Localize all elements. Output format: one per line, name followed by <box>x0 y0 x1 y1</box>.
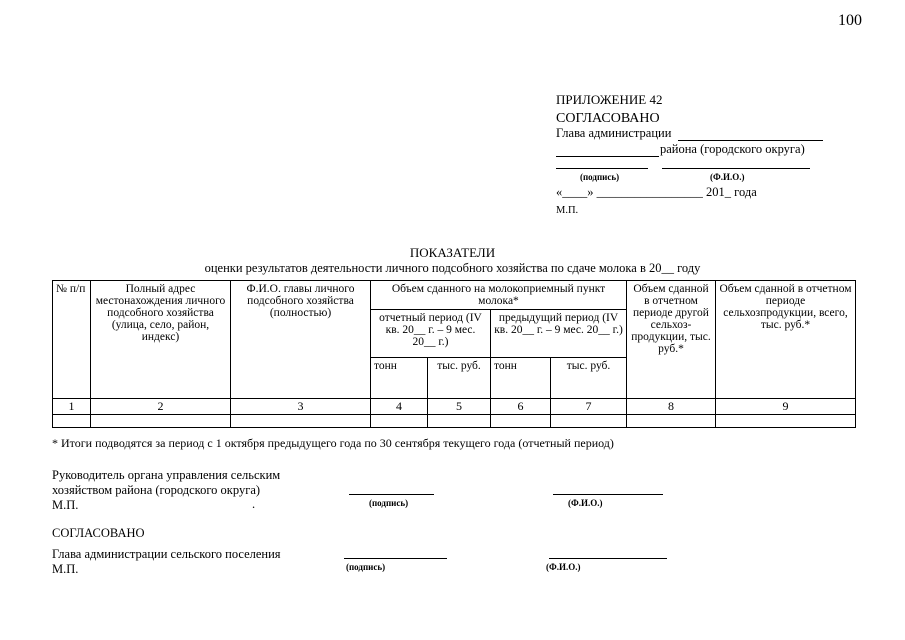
column-header-total-products: Объем сданной в отчетном периоде сельхозпродукции, всего, тыс. руб.* <box>716 281 856 399</box>
settlement-signature-line <box>344 558 447 559</box>
column-header-other-products: Объем сданной в отчетном периоде другой сельхоз-продукции, тыс. руб.* <box>627 281 716 399</box>
column-header-number: № п/п <box>53 281 91 399</box>
manager-signature-line <box>349 494 434 495</box>
unit-tons-previous: тонн <box>491 358 551 399</box>
district-label: района (городского округа) <box>660 142 805 156</box>
table-cell[interactable] <box>716 414 856 427</box>
header-name-caption: (Ф.И.О.) <box>710 172 745 182</box>
appendix-label: ПРИЛОЖЕНИЕ 42 <box>556 92 663 107</box>
settlement-head-label: Глава администрации сельского поселения <box>52 547 281 561</box>
table-cell[interactable] <box>371 414 428 427</box>
unit-rub-reporting: тыс. руб. <box>428 358 491 399</box>
column-header-milk-volume: Объем сданного на молокоприемный пункт молока* <box>371 281 627 310</box>
approval-date-line: «____» _________________ 201_ года <box>556 185 757 199</box>
document-title: ПОКАЗАТЕЛИ <box>409 245 496 260</box>
page-number: 100 <box>838 12 862 29</box>
header-signature-line <box>556 168 648 169</box>
manager-name-line <box>553 494 663 495</box>
manager-seal-label: М.П. <box>52 498 79 512</box>
column-number: 1 <box>53 399 91 415</box>
district-name-line <box>556 156 659 157</box>
column-number: 8 <box>627 399 716 415</box>
table-cell[interactable] <box>428 414 491 427</box>
manager-name-caption: (Ф.И.О.) <box>568 498 603 508</box>
table-cell[interactable] <box>627 414 716 427</box>
header-signature-caption: (подпись) <box>580 172 620 182</box>
column-header-address: Полный адрес местонахождения личного подсобного хозяйства (улица, село, район, индекс) <box>91 281 231 399</box>
footer-approval-heading: СОГЛАСОВАНО <box>52 526 145 540</box>
column-number: 9 <box>716 399 856 415</box>
table-cell[interactable] <box>53 414 91 427</box>
document-subtitle: оценки результатов деятельности личного подсобного хозяйства по сдаче молока в 20__ году <box>204 261 701 275</box>
unit-tons-reporting: тонн <box>371 358 428 399</box>
settlement-signature-caption: (подпись) <box>346 562 386 572</box>
column-number: 3 <box>231 399 371 415</box>
table-cell[interactable] <box>91 414 231 427</box>
column-number: 6 <box>491 399 551 415</box>
column-header-reporting-period: отчетный период (IV кв. 20__ г. – 9 мес. 20__ г.) <box>371 310 491 358</box>
settlement-name-line <box>549 558 667 559</box>
manager-signature-caption: (подпись) <box>369 498 409 508</box>
table-cell[interactable] <box>551 414 627 427</box>
settlement-name-caption: (Ф.И.О.) <box>546 562 581 572</box>
table-cell[interactable] <box>491 414 551 427</box>
head-admin-label: Глава администрации <box>556 126 672 140</box>
unit-rub-previous: тыс. руб. <box>551 358 627 399</box>
footnote: * Итоги подводятся за период с 1 октября предыдущего года по 30 сентября текущего года (отчетный период) <box>52 436 614 450</box>
head-admin-name-line <box>678 140 823 141</box>
column-number: 5 <box>428 399 491 415</box>
table-cell[interactable] <box>231 414 371 427</box>
column-number: 4 <box>371 399 428 415</box>
header-name-line <box>662 168 810 169</box>
column-number: 7 <box>551 399 627 415</box>
header-seal-label: М.П. <box>556 205 579 216</box>
settlement-seal-label: М.П. <box>52 562 79 576</box>
approval-heading: СОГЛАСОВАНО <box>556 111 660 126</box>
manager-dot: . <box>252 497 256 511</box>
column-header-head-name: Ф.И.О. главы личного подсобного хозяйства (полностью) <box>231 281 371 399</box>
indicators-table <box>52 280 856 428</box>
manager-label-line2: хозяйством района (городского округа) <box>52 483 261 497</box>
manager-label-line1: Руководитель органа управления сельским <box>52 468 281 482</box>
column-header-previous-period: предыдущий период (IV кв. 20__ г. – 9 мес. 20__ г.) <box>491 310 627 358</box>
table-row <box>53 414 856 427</box>
column-number: 2 <box>91 399 231 415</box>
